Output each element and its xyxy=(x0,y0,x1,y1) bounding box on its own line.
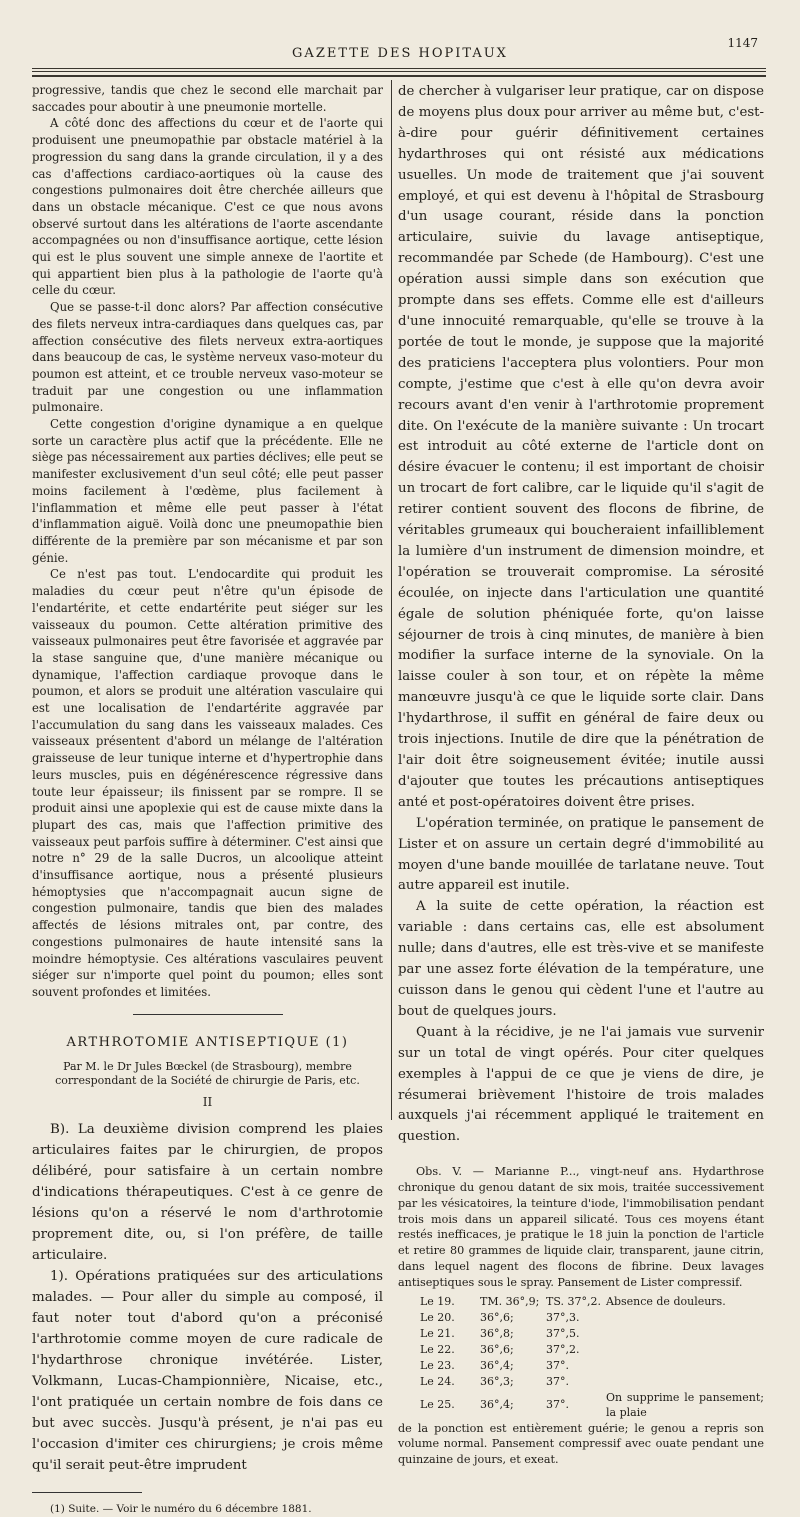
article-body xyxy=(32,1119,383,1476)
footnote: (1) Suite. — Voir le numéro du 6 décembre 1881. xyxy=(50,1502,312,1515)
table-row xyxy=(398,1326,764,1342)
running-header-title: GAZETTE DES HOPITAUX xyxy=(292,46,508,61)
table-row xyxy=(398,1358,764,1374)
paragraph: progressive, tandis que chez le second elle marchait par saccades pour aboutir à une pneumonie mortelle. xyxy=(32,83,383,114)
table-cell-ts: TS. 37°,2. xyxy=(546,1294,601,1308)
table-cell-date: Le 24. xyxy=(420,1374,455,1388)
paragraph: Cette congestion d'origine dynamique a en quelque sorte un caractère plus actif que la précédente. Elle ne siège pas nécessairement aux parties déclives; elle peut se manifester exclusivement d'un seul côté; elle peut passer moins facilement à l'œdème, plus facilement à l'inflammation et même elle peut passer à l'état d'inflammation aiguë. Voilà donc une pneumopathie bien différente de la première par son mécanisme et par son génie. xyxy=(32,417,383,565)
left-column xyxy=(32,82,383,1517)
table-cell-ts: 37°,5. xyxy=(546,1326,580,1340)
right-column xyxy=(398,82,764,1468)
table-cell-ts: 37°. xyxy=(546,1374,569,1388)
table-cell-ts: 37°,3. xyxy=(546,1310,580,1324)
observation-block xyxy=(398,1164,764,1468)
observation-conclusion: de la ponction est entièrement guérie; le genou a repris son volume normal. Pansement compressif avec ouate pendant une quinzaine de jours, et exeat. xyxy=(398,1421,764,1467)
table-cell-date: Le 21. xyxy=(420,1326,455,1340)
table-cell-tm: TM. 36°,9; xyxy=(480,1294,540,1308)
table-cell-date: Le 23. xyxy=(420,1358,455,1372)
table-row xyxy=(398,1374,764,1390)
column-divider xyxy=(391,80,392,1120)
section-ornament xyxy=(32,1007,383,1024)
table-cell-note xyxy=(606,1342,764,1358)
table-cell-note xyxy=(606,1358,764,1374)
paragraph: 1). Opérations pratiquées sur des articulations malades. — Pour aller du simple au composé, il faut noter tout d'abord qu'on a préconisé l'arthrotomie comme moyen de cure radicale de l'hydarthrose chronique invétérée. Lister, Volkmann, Lucas-Championnière, Nicaise, etc., l'ont pratiquée un certain nombre de fois dans ce but avec succès. Jusqu'à présent, je n'ai pas eu l'occasion d'imiter ces chirurgiens; je crois même qu'il serait peut-être imprudent xyxy=(32,1268,383,1473)
table-cell-date: Le 20. xyxy=(420,1310,455,1324)
table-row xyxy=(398,1294,764,1310)
table-cell-date: Le 19. xyxy=(420,1294,455,1308)
table-cell-note xyxy=(606,1310,764,1326)
table-row xyxy=(398,1310,764,1326)
table-cell-note xyxy=(606,1374,764,1390)
paragraph: Que se passe-t-il donc alors? Par affection consécutive des filets nerveux intra-cardiaques dans quelques cas, par affection consécutive des filets nerveux extra-aortiques dans beaucoup de cas, le système nerveux vaso-moteur du poumon est atteint, et ce trouble nerveux vaso-moteur se traduit par une congestion ou une inflammation pulmonaire. xyxy=(32,300,383,415)
footnote-rule xyxy=(32,1492,142,1493)
paragraph: de chercher à vulgariser leur pratique, car on dispose de moyens plus doux pour arriver au même but, c'est-à-dire pour guérir définitivement certaines hydarthroses qui ont résisté aux médications usuelles. Un mode de traitement que j'ai souvent employé, et qui est devenu à l'hôpital de Strasbourg d'un usage courant, réside dans la ponction articulaire, suivie du lavage antiseptique, recommandée par Schede (de Hambourg). C'est une opération aussi simple dans son exécution que prompte dans ses effets. Comme elle est d'ailleurs d'une innocuité remarquable, qu'elle se trouve à la portée de tout le monde, je suppose que la majorité des praticiens l'acceptera plus volontiers. Pour mon compte, j'estime que c'est à elle qu'on devra avoir recours avant d'en venir à l'arthrotomie proprement dite. On l'exécute de la manière suivante : Un trocart est introduit au côté externe de l'article dont on désire évacuer le contenu; il est important de choisir un trocart de fort calibre, car le liquide qu'il s'agit de retirer contient souvent des flocons de fibrine, de véritables grumeaux qui boucheraient infailliblement la lumière d'un instrument de dimension moindre, et l'opération se trouverait compromise. La sérosité écoulée, on injecte dans l'articulation une quantité égale de solution phéniquée forte, qu'on laisse séjourner de trois à cinq minutes, de manière à bien modifier la surface interne de la synoviale. On la laisse couler à son tour, et on répète la même manœuvre jusqu'à ce que le liquide sorte clair. Dans l'hydarthrose, il suffit en général de faire deux ou trois injections. Inutile de dire que la pénétration de l'air doit être soigneusement évitée; inutile aussi d'ajouter que toutes les précautions antiseptiques anté et post-opératoires doivent être prises. xyxy=(398,84,764,810)
article-title: ARTHROTOMIE ANTISEPTIQUE (1) xyxy=(66,1035,349,1051)
header-rule xyxy=(32,68,766,69)
table-cell-tm: 36°,3; xyxy=(480,1374,514,1388)
paragraph: A la suite de cette opération, la réaction est variable : dans certains cas, elle est absolument nulle; dans d'autres, elle est très-vive et se manifeste par une assez forte élévation de la température, une cuisson dans le genou qui cèdent l'une et l'autre au bout de quelques jours. xyxy=(398,899,764,1019)
header-rule xyxy=(32,75,766,77)
article-byline: Par M. le Dr Jules Bœckel (de Strasbourg), membre correspondant de la Société de chirurgie de Paris, etc. xyxy=(55,1060,360,1088)
table-row xyxy=(398,1390,764,1421)
paragraph: A côté donc des affections du cœur et de l'aorte qui produisent une pneumopathie par obstacle matériel à la progression du sang dans la grande circulation, il y a des cas d'affections cardiaco-aortiques où la cause des congestions pulmonaires doit être cherchée ailleurs que dans un obstacle mécanique. C'est ce que nous avons observé surtout dans les altérations de l'aorte ascendante accompagnées ou non d'insuffisance aortique, cette lésion qui est le plus souvent une simple annexe de l'aortite et qui appartient bien plus à la pathologie de l'aorte qu'à celle du cœur. xyxy=(32,116,383,298)
paragraph: Quant à la récidive, je ne l'ai jamais vue survenir sur un total de vingt opérés. Pour citer quelques exemples à l'appui de ce que je viens de dire, je résumerai brièvement l'histoire de trois malades auxquels j'ai récemment appliqué le traitement en question. xyxy=(398,1024,764,1145)
table-cell-note: On supprime le pansement; la plaie xyxy=(606,1390,764,1419)
table-cell-tm: 36°,4; xyxy=(480,1398,514,1412)
observation-intro: Obs. V. — Marianne P..., vingt-neuf ans. Hydarthrose chronique du genou datant de six mois, traitée successivement par les vésicatoires, la teinture d'iode, l'immobilisation pendant trois mois dans un appareil silicaté. Tous ces moyens étant restés inefficaces, je pratique le 18 juin la ponction de l'article et retire 80 grammes de liquide clair, transparent, jaune citrin, dans lequel nagent des flocons de fibrine. Deux lavages antiseptiques sous le spray. Pansement de Lister compressif. xyxy=(398,1165,764,1289)
paragraph: B). La deuxième division comprend les plaies articulaires faites par le chirurgien, de propos délibéré, pour satisfaire à un certain nombre d'indications thérapeutiques. C'est à ce genre de lésions qu'on a réservé le nom d'arthrotomie proprement dite, ou, si l'on préfère, de taille articulaire. xyxy=(32,1121,383,1263)
paragraph: Ce n'est pas tout. L'endocardite qui produit les maladies du cœur peut n'être qu'un épisode de l'endartérite, et cette endartérite peut siéger sur les vaisseaux du poumon. Cette altération primitive des vaisseaux pulmonaires peut être favorisée et aggravée par la stase sanguine que, d'une manière mécanique ou dynamique, l'affection cardiaque provoque dans le poumon, et alors se produit une altération vasculaire qui est une localisation de l'endartérite aggravée par l'accumulation du sang dans les vaisseaux malades. Ces vaisseaux présentent d'abord un mélange de l'altération graisseuse de leur tunique interne et d'hypertrophie dans leurs muscles, puis en dégénérescence régressive dans toute leur épaisseur; ils finissent par se rompre. Il se produit ainsi une apoplexie qui est de cause mixte dans la plupart des cas, mais que l'affection primitive des vaisseaux peut parfois suffire à déterminer. C'est ainsi que notre n° 29 de la salle Ducros, un alcoolique atteint d'insuffisance aortique, nous a présenté plusieurs hémoptysies que n'accompagnait aucun signe de congestion pulmonaire, tandis que bien des malades affectés de lésions mitrales ont, par contre, des congestions pulmonaires de haute intensité sans la moindre hémoptysie. Ces altérations vasculaires peuvent siéger sur n'importe quel point du poumon; elles sont souvent profondes et limitées. xyxy=(32,567,383,999)
table-cell-date: Le 22. xyxy=(420,1342,455,1356)
table-cell-note: Absence de douleurs. xyxy=(606,1294,726,1308)
table-cell-tm: 36°,8; xyxy=(480,1326,514,1340)
paragraph: L'opération terminée, on pratique le pansement de Lister et on assure un certain degré d'immobilité au moyen d'une bande mouillée de tarlatane neuve. Tout autre appareil est inutile. xyxy=(398,815,764,894)
temperature-table xyxy=(398,1294,764,1421)
table-cell-tm: 36°,4; xyxy=(480,1358,514,1372)
table-cell-tm: 36°,6; xyxy=(480,1342,514,1356)
table-row xyxy=(398,1342,764,1358)
table-cell-date: Le 25. xyxy=(420,1398,455,1412)
page-number: 1147 xyxy=(727,36,758,50)
table-cell-ts: 37°. xyxy=(546,1358,569,1372)
table-cell-tm: 36°,6; xyxy=(480,1310,514,1324)
table-cell-note xyxy=(606,1326,764,1342)
part-numeral: II xyxy=(202,1095,213,1110)
table-cell-ts: 37°. xyxy=(546,1398,569,1412)
header-rule xyxy=(32,71,766,72)
table-cell-ts: 37°,2. xyxy=(546,1342,580,1356)
